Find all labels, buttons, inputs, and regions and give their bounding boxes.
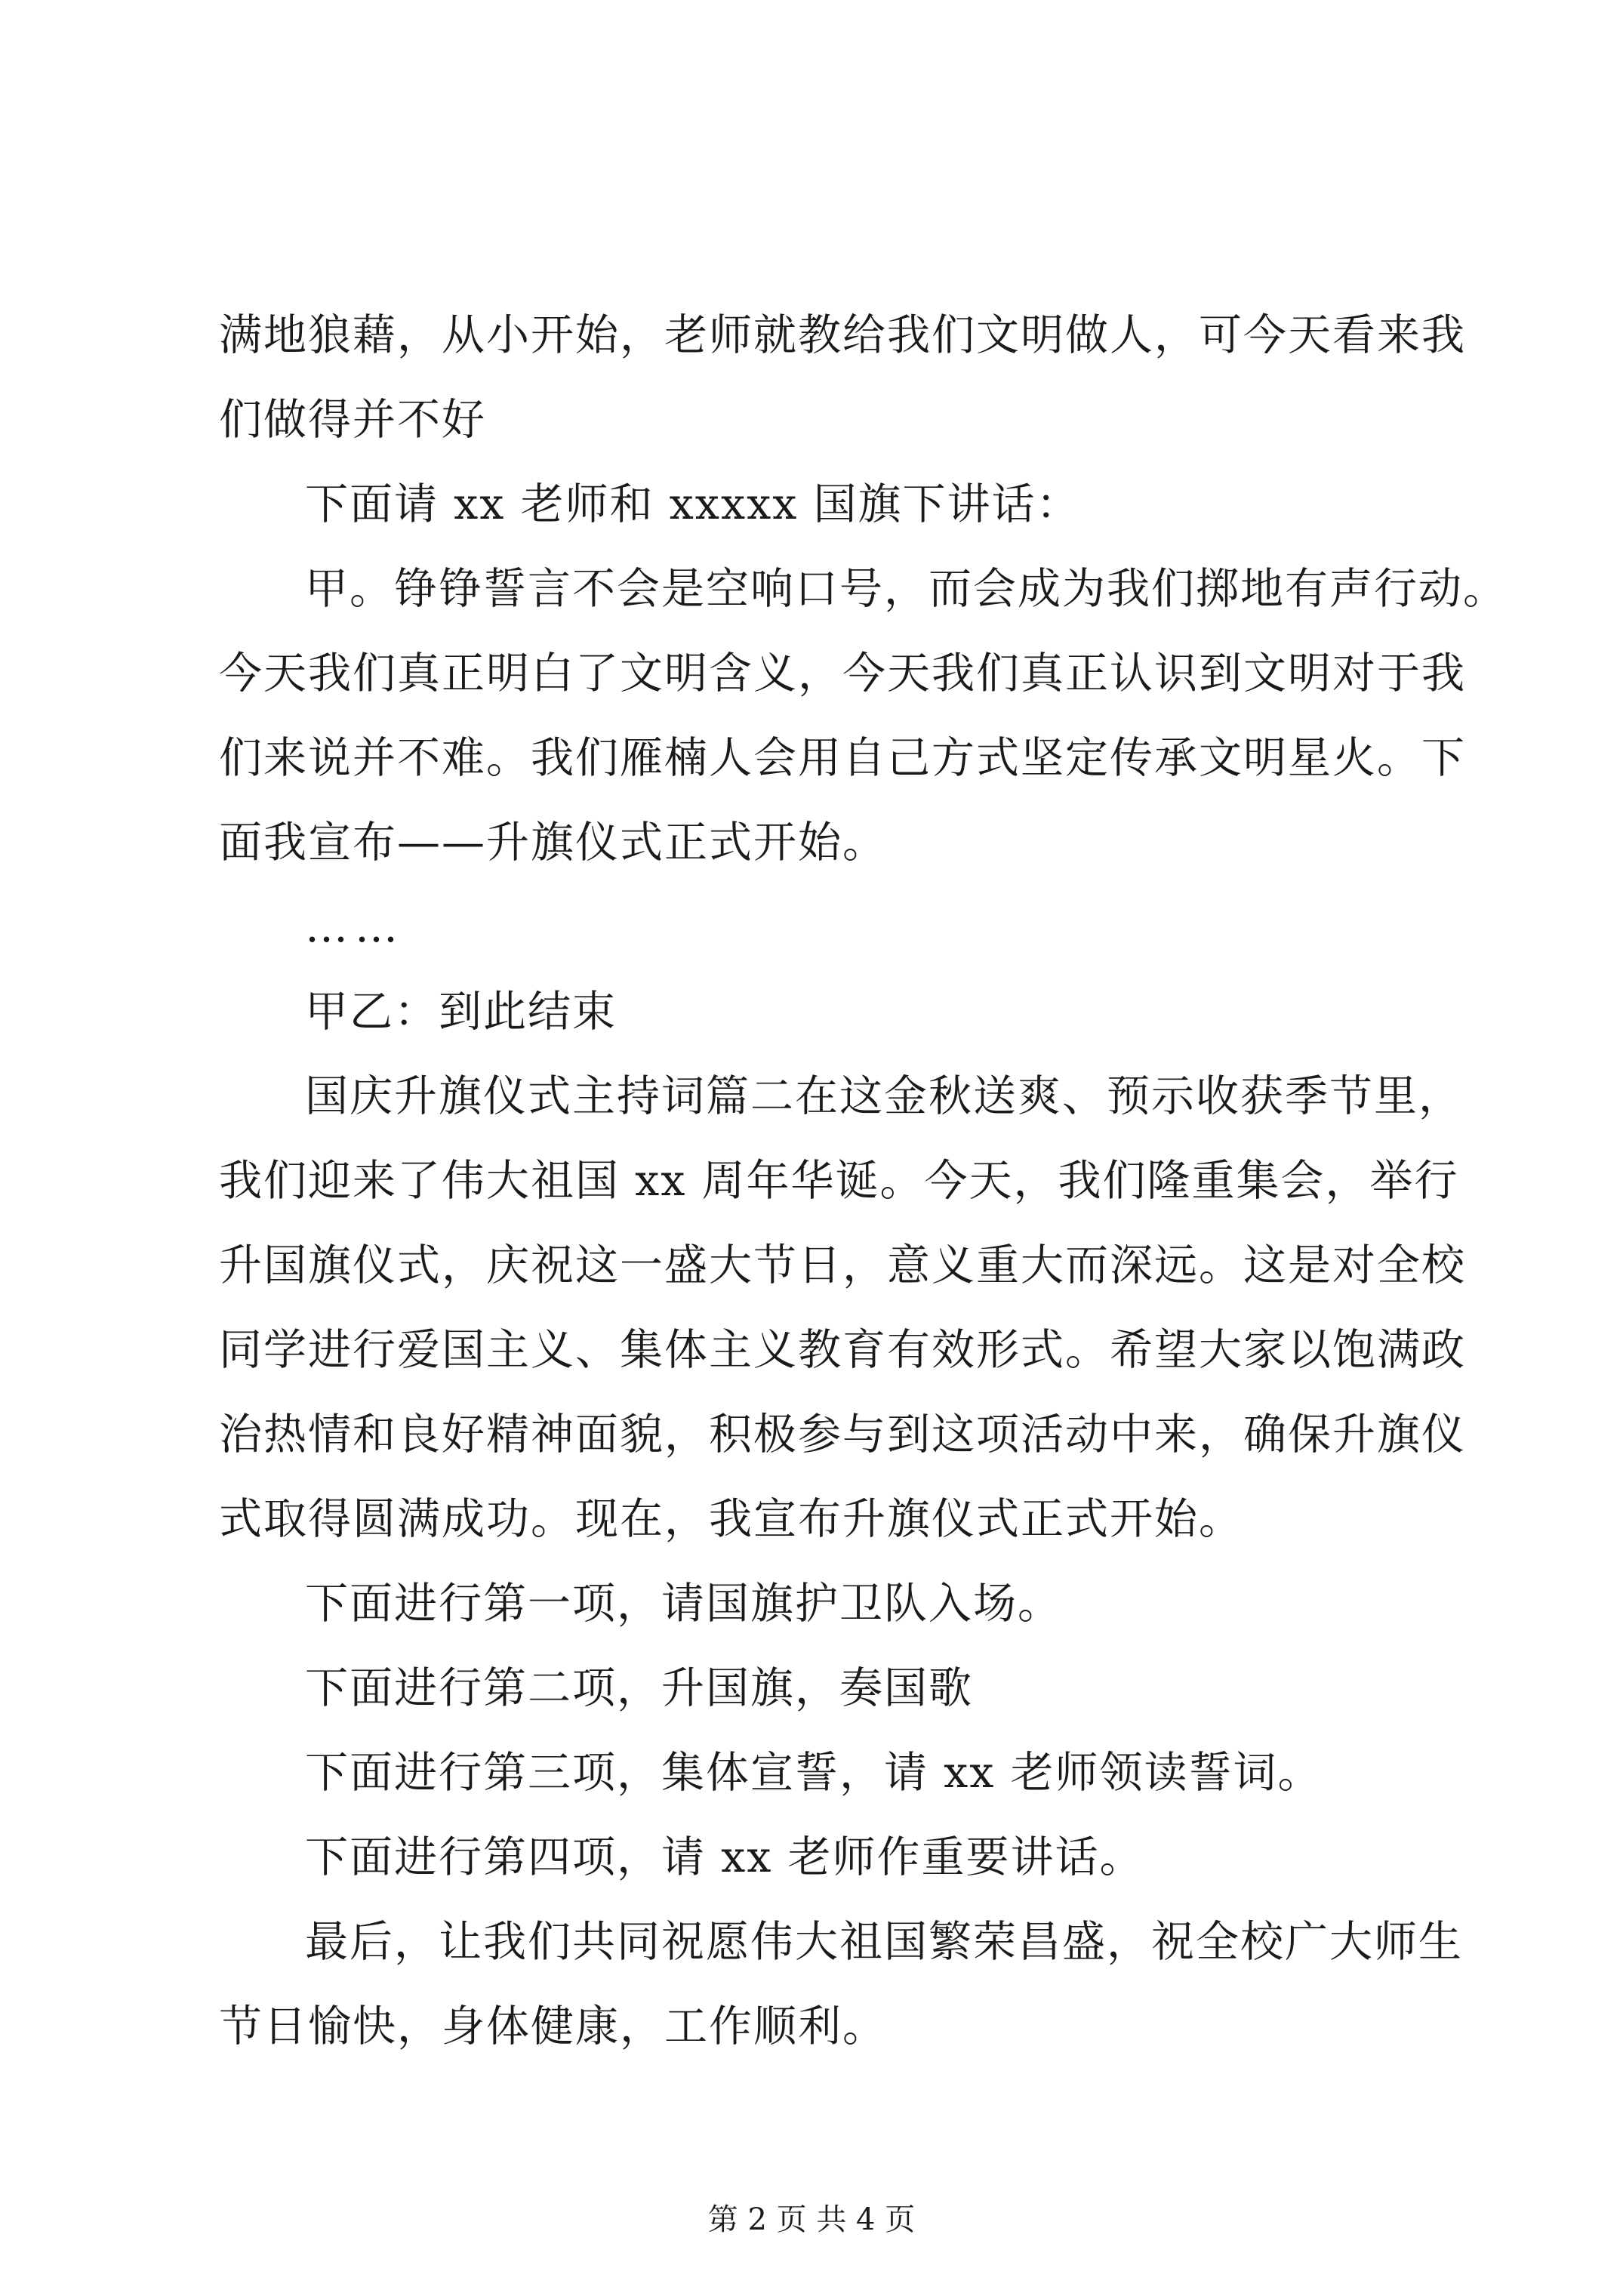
- text-line: 治热情和良好精神面貌，积极参与到这项活动中来，确保升旗仪: [219, 1410, 1466, 1459]
- text-line: 下面进行第四项，请 xx 老师作重要讲话。: [305, 1832, 1144, 1882]
- text-line: 同学进行爱国主义、集体主义教育有效形式。希望大家以饱满政: [219, 1325, 1466, 1375]
- page-number-footer: 第 2 页 共 4 页: [707, 2202, 916, 2237]
- text-line: 式取得圆满成功。现在，我宣布升旗仪式正式开始。: [219, 1494, 1243, 1544]
- text-line: 甲乙：到此结束: [305, 987, 617, 1037]
- text-line: 下面进行第二项，升国旗，奏国歌: [305, 1663, 973, 1713]
- text-line: 们做得并不好: [219, 395, 486, 445]
- text-line: 甲。铮铮誓言不会是空响口号，而会成为我们掷地有声行动。: [305, 564, 1508, 614]
- text-line: 们来说并不难。我们雁楠人会用自己方式坚定传承文明星火。下: [219, 733, 1466, 783]
- text-line: 今天我们真正明白了文明含义，今天我们真正认识到文明对于我: [219, 649, 1466, 698]
- section-heading-line: 国庆升旗仪式主持词篇二在这金秋送爽、预示收获季节里，: [305, 1071, 1463, 1121]
- document-body: [219, 293, 1508, 2069]
- text-line: 节日愉快，身体健康，工作顺利。: [219, 2002, 887, 2051]
- text-line: 面我宣布——升旗仪式正式开始。: [219, 818, 887, 868]
- ellipsis-line: ……: [305, 902, 405, 952]
- text-line: 下面进行第三项，集体宣誓，请 xx 老师领读誓词。: [305, 1748, 1323, 1798]
- text-line: 下面请 xx 老师和 xxxxx 国旗下讲话：: [305, 479, 1081, 529]
- text-line: 满地狼藉，从小开始，老师就教给我们文明做人，可今天看来我: [219, 310, 1466, 360]
- text-line: 最后，让我们共同祝愿伟大祖国繁荣昌盛，祝全校广大师生: [305, 1917, 1463, 1967]
- text-line: 我们迎来了伟大祖国 xx 周年华诞。今天，我们隆重集会，举行: [219, 1156, 1459, 1206]
- text-line: 下面进行第一项，请国旗护卫队入场。: [305, 1579, 1062, 1629]
- text-line: 升国旗仪式，庆祝这一盛大节日，意义重大而深远。这是对全校: [219, 1240, 1466, 1290]
